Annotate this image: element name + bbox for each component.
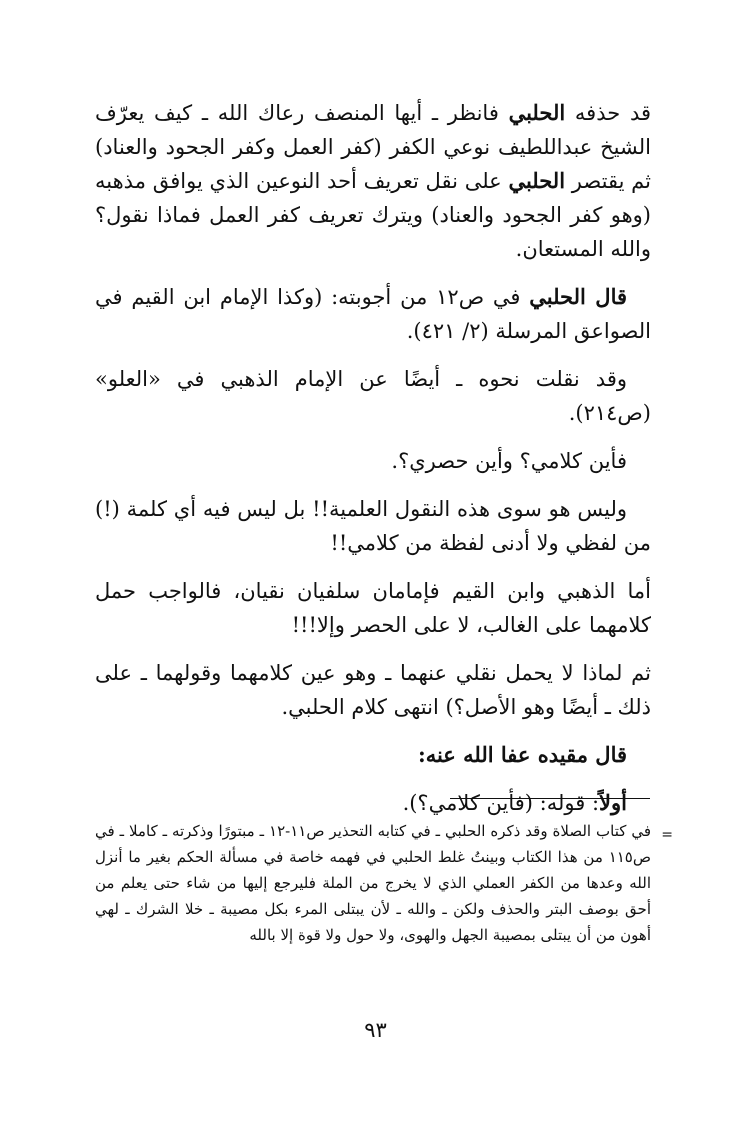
- paragraph: [95, 280, 651, 348]
- paragraph: [95, 574, 651, 642]
- text-run: فانظر ـ أيها المنصف رعاك الله ـ كيف يعرّف الشيخ عبداللطيف نوعي الكفر (كفر العمل وكفر الجحود والعناد) ثم يقتصر: [95, 101, 651, 193]
- bold-text-run: قال مقيده عفا الله عنه:: [417, 742, 627, 767]
- text-run: : قوله: (فأين كلامي؟).: [402, 791, 600, 815]
- paragraph: [95, 492, 651, 560]
- footnote-text: في كتاب الصلاة وقد ذكره الحلبي ـ في كتابه التحذير ص١١-١٢ ـ مبتورًا وذكرته ـ كاملا ـ في ص١١٥ من هذا الكتاب وبينتُ غلط الحلبي في فهمه خاصة في مسألة الحكم بغير ما أنزل الله وعدها من الكفر العملي الذي لا يخرج من الملة فليرجع إليها من شاء حتى يعلم من أحق بوصف البتر والحذف ولكن ـ والله ـ لأن يبتلى المرء بكل مصيبة ـ خلا الشرك ـ لهي أهون من أن يبتلى بمصيبة الجهل والهوى، ولا حول ولا قوة إلا بالله: [95, 822, 652, 944]
- text-run: وليس هو سوى هذه النقول العلمية!! بل ليس فيه أي كلمة (!) من لفظي ولا أدنى لفظة من كلامي!!: [95, 497, 651, 555]
- text-run: في ص١٢ من أجوبته: (وكذا الإمام ابن القيم في الصواعق المرسلة (٢/ ٤٢١).: [95, 285, 651, 343]
- bold-text-run: الحلبي: [508, 100, 566, 125]
- paragraph: [95, 738, 651, 772]
- text-run: ثم لماذا لا يحمل نقلي عنهما ـ وهو عين كلامهما وقولهما ـ على ذلك ـ أيضًا وهو الأصل؟) انتهى كلام الحلبي.: [95, 661, 651, 719]
- main-text-block: [95, 96, 651, 834]
- text-run: أما الذهبي وابن القيم فإمامان سلفيان نقيان، فالواجب حمل كلامهما على الغالب، لا على الحصر وإلا!!!: [95, 579, 651, 637]
- bold-text-run: الحلبي: [508, 168, 566, 193]
- footnote-separator: [450, 798, 650, 799]
- text-run: فأين كلامي؟ وأين حصري؟.: [391, 449, 627, 473]
- page-number: ٩٣: [364, 1018, 387, 1042]
- paragraph: [95, 656, 651, 724]
- bold-text-run: قال: [585, 284, 628, 309]
- text-run: وقد نقلت نحوه ـ أيضًا عن الإمام الذهبي في «العلو» (ص٢١٤).: [95, 367, 651, 425]
- footnotes-block: [95, 818, 673, 948]
- text-run: قد حذفه: [565, 101, 652, 125]
- bold-text-run: الحلبي: [529, 284, 586, 309]
- paragraph: [95, 362, 651, 430]
- text-run: على نقل تعريف أحد النوعين الذي يوافق مذهبه (وهو كفر الجحود والعناد) ويترك تعريف كفر العمل فماذا نقول؟ والله المستعان.: [95, 169, 651, 261]
- footnote: [95, 818, 673, 948]
- paragraph: [95, 444, 651, 478]
- paragraph: [95, 786, 651, 820]
- bold-text-run: أولاً: [599, 790, 627, 815]
- paragraph: [95, 96, 651, 266]
- footnote-continuation-marker: =: [661, 827, 673, 843]
